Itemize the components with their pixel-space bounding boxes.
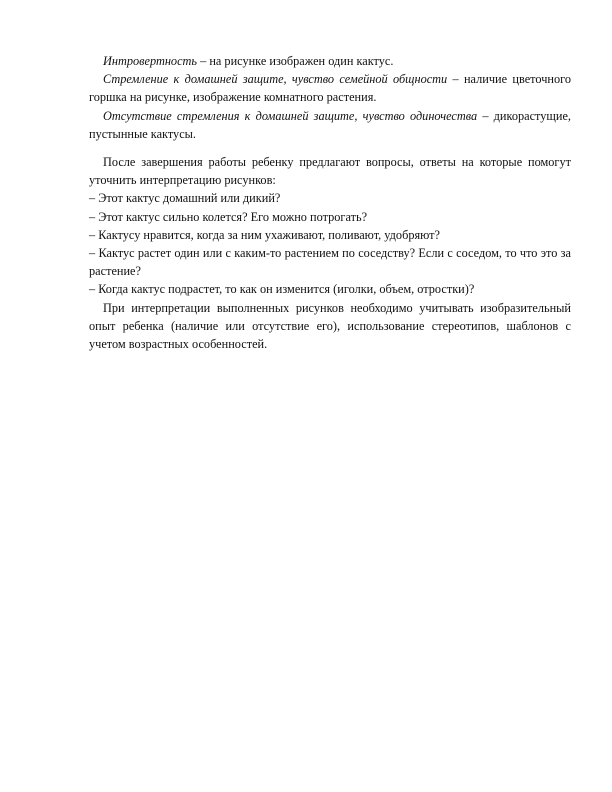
term-introversion: Интровертность [103,54,198,68]
question-item: – Этот кактус домашний или дикий? [89,191,281,206]
paragraph-home-protection [89,70,571,106]
definition-home-protection: – наличие цветочного горшка на рисунке, изображение комнатного растения. [89,72,571,105]
paragraph-questions-intro: После завершения работы ребенку предлагают вопросы, ответы на которые помогут уточнить интерпретацию рисунков: [89,155,571,188]
paragraph-introversion [89,52,571,70]
definition-loneliness: – дикорастущие, пустынные кактусы. [89,108,571,141]
definition-introversion: – на рисунке изображен один кактус. [197,54,394,68]
question-item: – Кактусу нравится, когда за ним ухаживают, поливают, удобряют? [89,227,440,242]
term-home-protection: Стремление к домашней защите, чувство семейной общности [103,72,448,87]
question-item: – Кактус растет один или с каким-то растением по соседству? Если с соседом, то что это за растение? [89,246,571,279]
paragraph-conclusion: При интерпретации выполненных рисунков необходимо учитывать изобразительный опыт ребенка (наличие или отсутствие его), использование стереотипов, шаблонов с учетом возрастных особенностей. [89,300,571,352]
question-item: – Этот кактус сильно колется? Его можно потрогать? [89,209,368,224]
document-page [89,52,571,353]
paragraph-loneliness [89,107,571,143]
term-loneliness: Отсутствие стремления к домашней защите, чувство одиночества [103,108,478,123]
question-item: – Когда кактус подрастет, то как он изменится (иголки, объем, отростки)? [89,282,475,297]
